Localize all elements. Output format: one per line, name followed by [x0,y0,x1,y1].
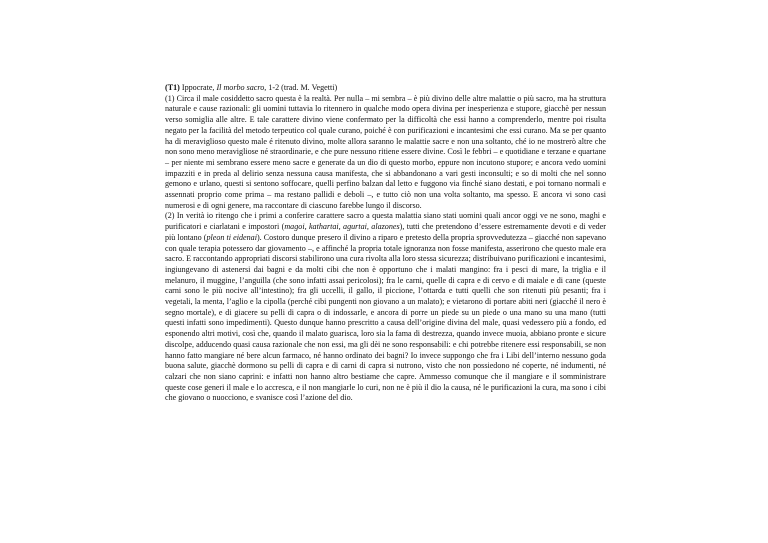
heading-work-title: Il morbo sacro [216,83,265,92]
heading-reference: , 1-2 (trad. M. Vegetti) [264,83,338,92]
paragraph-1: (1) Circa il male cosiddetto sacro questa è la realtà. Per nulla – mi sembra – è più divino delle altre malattie o più sacro, ma ha struttura naturale e cause razionali: gli uomini tuttavia lo ritennero in qualche modo opera divina per inesperienza e stupore, giacchè per nessun verso somiglia alle altre. E tale carattere divino viene confermato per la difficoltà che essi hanno a comprenderlo, mentre poi risulta negato per la facilità del metodo terpeutico col quale curano, poiché è con purificazioni e incantesimi che essi curano. Ma se per quanto ha di meraviglioso questo male é ritenuto divino, molte allora saranno le malattie sacre e non una soltanto, ché io ne mostrerò altre che non sono meno meravigliose né straordinarie, e che pure nessuno ritiene essere divine. Così le febbri – e quotidiane e terzane e quartane – per niente mi sembrano essere meno sacre e generate da un dio di questo morbo, eppure non incutono stupore; e ancora vedo uomini impazziti e in preda al delirio senza nessuna causa manifesta, che si abbandonano a vari gesti inconsulti; e so di molti che nel sonno gemono e urlano, questi si sentono soffocare, quelli perfino balzan dal letto e fuggono via finché siano destati, e poi tornano normali e assennati proprio come prima – ma restano pallidi e deboli –, e tutto ciò non una volta soltanto, ma spesso. E ancora vi sono casi numerosi e di ogni genere, ma raccontare di ciascuno farebbe lungo il discorso. [165,93,606,210]
paragraph-2 [165,211,606,404]
document-heading [165,83,606,94]
paragraph-2-text-a: (2) In verità io ritengo che i primi a conferire carattere sacro a questa malattia siano stati uomini quali ancor oggi ve ne sono, maghi e purificatori e ciarlatani e impostori ( [165,211,606,232]
paragraph-2-text-b: ), tutti che pretendono d’essere estremamente devoti e di veder più lontano ( [165,222,606,242]
paragraph-2-text-c: ). Costoro dunque presero il divino a riparo e pretesto della propria sprovvedutezza – giacché non sapevano con quale terapia potessero dar giovamento –, e affinché la propria totale ignoranza non fosse manifesta, asserirono che questo male era sacro. E raccontando appropriati discorsi stabilirono una cura rivolta alla loro stessa sicurezza; distribuivano purificazioni e incantesimi, ingiungevano di astenersi dai bagni e da molti cibi che non è opportuno che i malati mangino: fra i pesci di mare, la triglia e il melanuro, il muggine, l’anguilla (che sono infatti assai pericolosi); fra le carni, quelle di capra e di cervo e di maiale e di cane (queste carni sono le più nocive all’intestino); fra gli uccelli, il gallo, il piccione, l’ottarda e tutti quelli che son ritenuti più pesanti; fra i vegetali, la menta, l’aglio e la cipolla (perché cibi pungenti non giovano a un malato); e vietarono di portare abiti neri (giacché il nero è segno mortale), e di giacere su pelli di capra o di indossarle, e ancora di porre un piede su un piede o una mano su una mano (tutti questi infatti sono impedimenti). Questo dunque hanno prescritto a causa dell’origine divina del male, quasi vedessero più a fondo, ed esponendo altri motivi, così che, quando il malato guarisca, loro sia la fama di destrezza, quando invece muoia, abbiano pronte e sicure discolpe, adducendo quasi causa razionale che non essi, ma gli dèi ne sono responsabili: e chi potrebbe ritenere essi responsabili, se non hanno fatto mangiare né bere alcun farmaco, né hanno ordinato dei bagni? Io invece suppongo che fra i Libi dell’interno nessuno goda buona salute, giacchè dormono su pelli di capra e di carni di capra si nutrono, visto che non possiedono né coperte, né indumenti, né calzari che non siano caprini: e infatti non hanno altro bestiame che capre. Ammesso comunque che il mangiare e il somministrare queste cose generi il male e lo accresca, e il non mangiarle lo curi, non ne è più il dio la causa, né le purificazioni la cura, ma sono i cibi che giovano o nuocciono, e svanisce così l’azione del dio. [165,232,606,403]
paragraph-2-greek-phrase: pleon ti eidenai [206,232,257,242]
heading-number: (T1) [165,83,180,92]
document-page [165,83,606,404]
paragraph-2-greek-terms: magoi, kathartai, agurtai, alazones [284,222,400,232]
heading-author: Ippocrate, [181,83,217,92]
